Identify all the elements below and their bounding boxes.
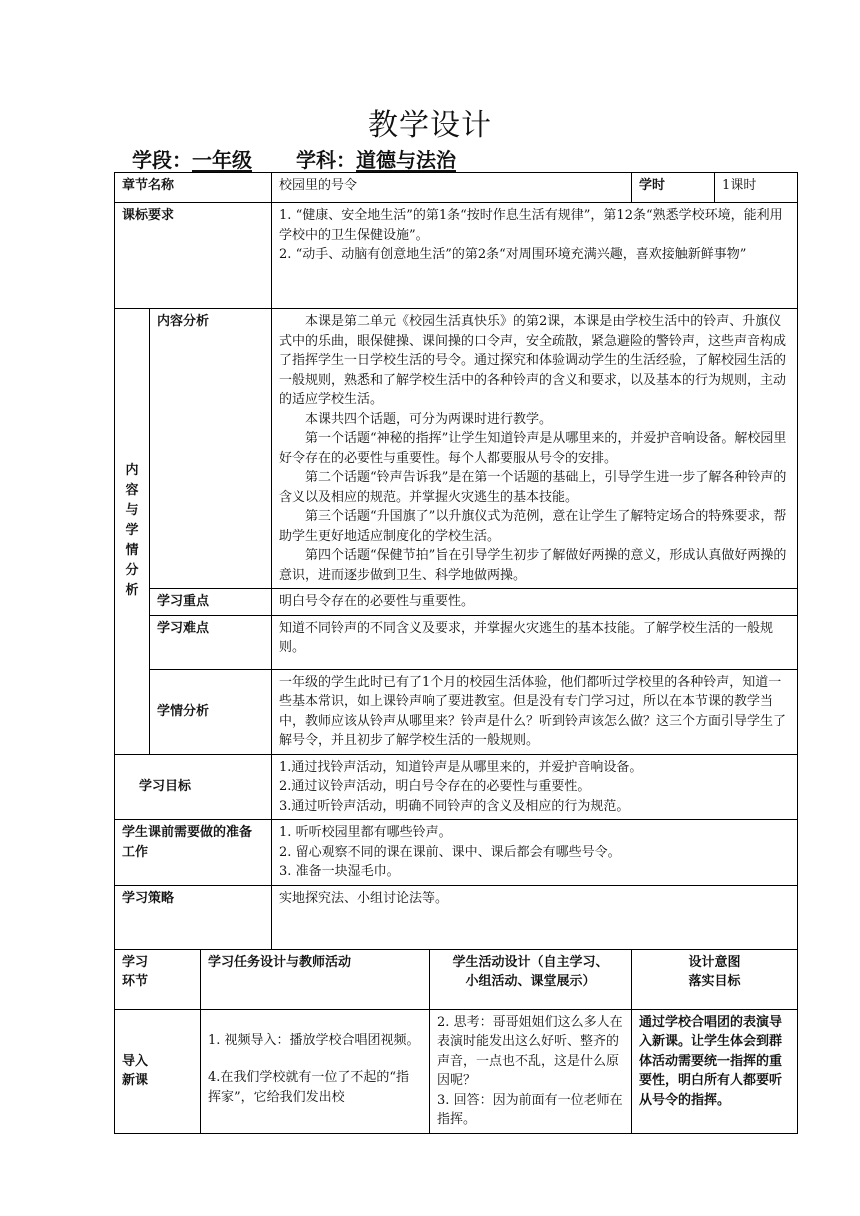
objective-item: 2.通过议铃声活动，明白号令存在的必要性与重要性。: [279, 779, 591, 794]
preparation-label: 学生课前需要做的准备工作: [115, 820, 272, 886]
hours-value: 1课时: [715, 173, 798, 203]
header-design-intent: 设计意图 落实目标: [632, 949, 798, 1009]
process-row-intro: [115, 1009, 798, 1133]
content-paragraph: 第三个话题“升国旗了”以升旗仪式为范例，意在让学生了解特定场合的特殊要求，帮助学生更好地适应制度化的学校生活。: [279, 509, 787, 544]
focus-row: [115, 589, 798, 616]
header-stage: 学习 环节: [115, 949, 201, 1009]
curriculum-value: [272, 203, 798, 309]
intro-teacher-activity: 1. 视频导入：播放学校合唱团视频。 4.在我们学校就有一位了不起的“指挥家”，它给我们发出校: [201, 1009, 430, 1133]
strategy-value: 实地探究法、小组讨论法等。: [272, 885, 798, 949]
preparation-value: [272, 820, 798, 886]
learner-row: [115, 669, 798, 754]
stage-line: [132, 146, 252, 174]
curriculum-item: 1. “健康、安全地生活”的第1条“按时作息生活有规律”，第12条“熟悉学校环境，能利用学校中的卫生保健设施”。: [279, 208, 783, 243]
preparation-item: 2. 留心观察不同的课在课前、课中、课后都会有哪些号令。: [279, 844, 621, 860]
difficulty-value: 知道不同铃声的不同含义及要求，并掌握火灾逃生的基本技能。了解学校生活的一般规则。: [272, 615, 798, 669]
subject-label: 学科：: [296, 148, 356, 172]
analysis-group-label: 内 容 与 学 情 分 析: [115, 309, 150, 755]
subject-value: 道德与法治: [356, 148, 456, 172]
chapter-label: 章节名称: [115, 173, 272, 203]
content-analysis-value: [272, 309, 798, 589]
stage-label: 学段：: [132, 148, 192, 172]
subject-line: [296, 146, 456, 174]
content-analysis-row: [115, 309, 798, 589]
focus-value: 明白号令存在的必要性与重要性。: [272, 589, 798, 616]
preparation-item: 1. 听听校园里都有哪些铃声。: [279, 825, 452, 840]
chapter-row: [115, 173, 798, 203]
content-paragraph: 本课是第二单元《校园生活真快乐》的第2课，本课是由学校生活中的铃声、升旗仪式中的乐曲，眼保健操、课间操的口令声，安全疏散，紧急避险的警铃声，这些声音构成了指挥学生一日学校生活的号令。通过探究和体验调动学生的生活经验，了解校园生活的一般规则，熟悉和了解学校生活中的各种铃声的含义和要求，以及基本的行为规则，主动的适应学校生活。: [279, 314, 787, 407]
learner-label: 学情分析: [150, 669, 272, 754]
stage-value: 一年级: [192, 148, 252, 172]
objective-item: 3.通过听铃声活动，明确不同铃声的含义及相应的行为规范。: [279, 798, 630, 814]
content-paragraph: 本课共四个话题，可分为两课时进行教学。: [305, 411, 553, 427]
header-teacher-activity: 学习任务设计与教师活动: [201, 949, 430, 1009]
content-paragraph: 第四个话题“保健节拍”旨在引导学生初步了解做好两操的意义，形成认真做好两操的意识，进而逐步做到卫生、科学地做两操。: [279, 548, 787, 583]
intro-design-intent: 通过学校合唱团的表演导入新课。让学生体会到群体活动需要统一指挥的重要性，明白所有人都要听从号令的指挥。: [632, 1009, 798, 1133]
objective-item: 1.通过找铃声活动，知道铃声是从哪里来的，并爱护音响设备。: [279, 759, 643, 775]
lesson-plan-table: [114, 172, 798, 1134]
difficulty-label: 学习难点: [150, 615, 272, 669]
page-title: 教学设计: [368, 108, 492, 143]
objectives-row: [115, 754, 798, 820]
learner-value: 一年级的学生此时已有了1个月的校园生活体验，他们都听过学校里的各种铃声，知道一些基本常识，如上课铃声响了要进教室。但是没有专门学习过，所以在本节课的教学当中，教师应该从铃声从哪里来？铃声是什么？听到铃声该怎么做？这三个方面引导学生了解号令，并且初步了解学校生活的一般规则。: [272, 669, 798, 754]
intro-stage: 导入 新课: [115, 1009, 201, 1133]
intro-student-activity: 2. 思考：哥哥姐姐们这么多人在表演时能发出这么好听、整齐的声音，一点也不乱，这是什么原因呢？ 3. 回答：因为前面有一位老师在指挥。: [430, 1009, 632, 1133]
objectives-label: 学习目标: [115, 754, 272, 820]
curriculum-row: [115, 203, 798, 309]
header-student-activity: 学生活动设计（自主学习、 小组活动、课堂展示）: [430, 949, 632, 1009]
difficulty-row: [115, 615, 798, 669]
curriculum-label: 课标要求: [115, 203, 272, 309]
content-paragraph: 第二个话题“铃声告诉我”是在第一个话题的基础上，引导学生进一步了解各种铃声的含义以及相应的规范。并掌握火灾逃生的基本技能。: [279, 470, 787, 505]
chapter-value: 校园里的号令: [272, 173, 632, 203]
preparation-item: 3. 准备一块湿毛巾。: [279, 864, 400, 879]
strategy-row: [115, 885, 798, 949]
curriculum-item: 2. “动手、动脑有创意地生活”的第2条“对周围环境充满兴趣，喜欢接触新鲜事物”: [279, 247, 747, 262]
content-analysis-label: 内容分析: [150, 309, 272, 589]
preparation-row: [115, 820, 798, 886]
hours-label: 学时: [632, 173, 715, 203]
strategy-label: 学习策略: [115, 885, 272, 949]
objectives-value: [272, 754, 798, 820]
content-paragraph: 第一个话题“神秘的指挥”让学生知道铃声是从哪里来的，并爱护音响设备。解校园里好令存在的必要性与重要性。每个人都要服从号令的安排。: [279, 431, 787, 466]
focus-label: 学习重点: [150, 589, 272, 616]
process-header-row: [115, 949, 798, 1009]
